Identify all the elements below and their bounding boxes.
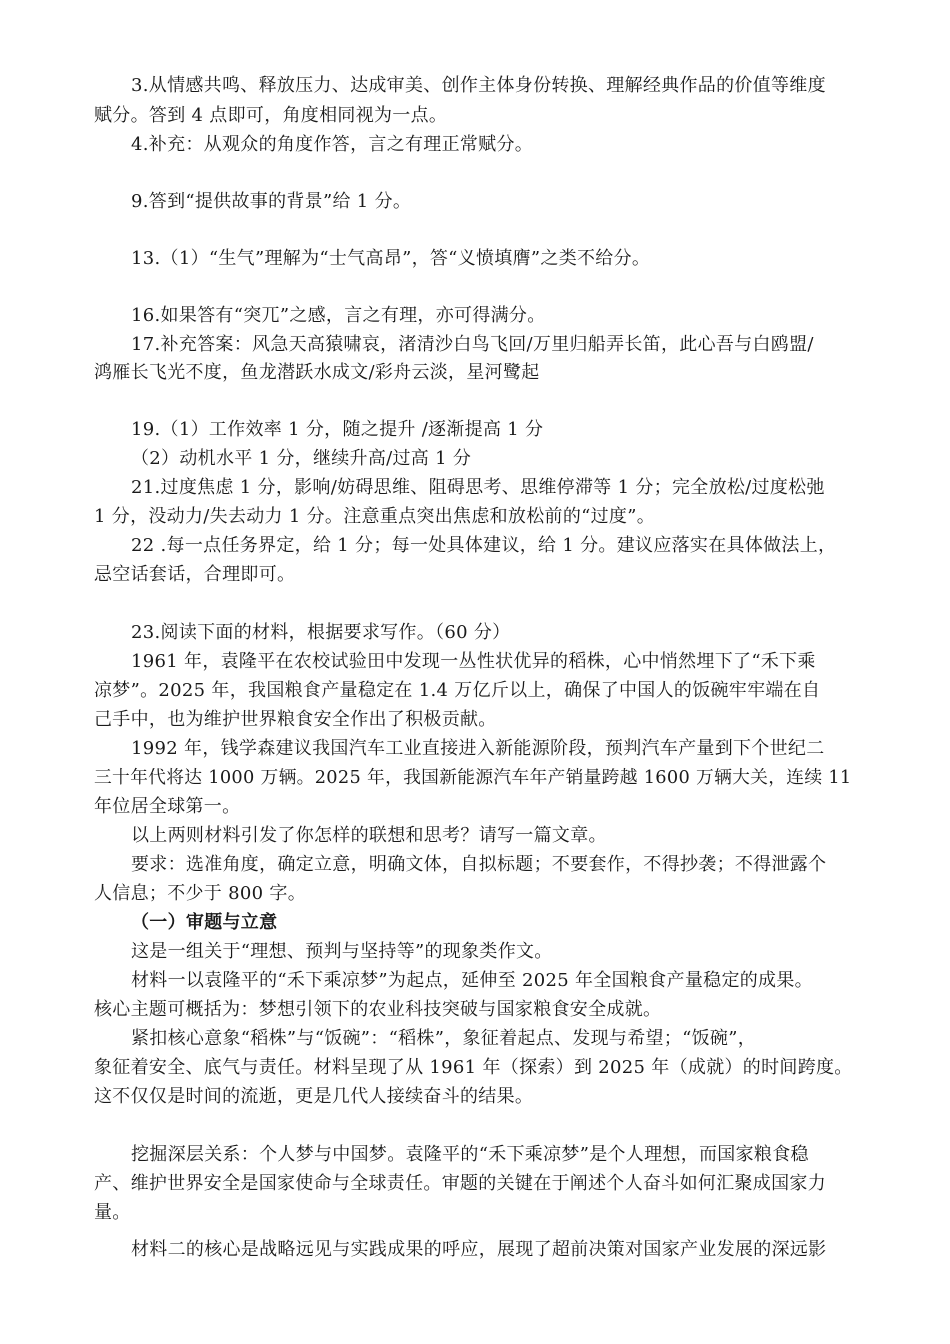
text-line: 挖掘深层关系：个人梦与中国梦。袁隆平的“禾下乘凉梦”是个人理想，而国家粮食稳 bbox=[131, 1144, 809, 1165]
text-line: 忌空话套话，合理即可。 bbox=[94, 564, 296, 585]
text-line: 人信息；不少于 800 字。 bbox=[94, 883, 306, 904]
text-line: 凉梦”。2025 年，我国粮食产量稳定在 1.4 万亿斤以上，确保了中国人的饭碗牢牢端在自 bbox=[94, 680, 821, 701]
text-line: 己手中，也为维护世界粮食安全作出了积极贡献。 bbox=[94, 709, 497, 730]
text-line: 这不仅仅是时间的流逝，更是几代人接续奋斗的结果。 bbox=[94, 1086, 534, 1107]
text-line: 17.补充答案：风急天高猿啸哀，渚清沙白鸟飞回/万里归船弄长笛，此心吾与白鸥盟/ bbox=[131, 334, 814, 355]
text-line: 赋分。答到 4 点即可，角度相同视为一点。 bbox=[94, 105, 448, 126]
text-line: 3.从情感共鸣、释放压力、达成审美、创作主体身份转换、理解经典作品的价值等维度 bbox=[131, 75, 826, 96]
text-line: 要求：选准角度，确定立意，明确文体，自拟标题；不要套作，不得抄袭；不得泄露个 bbox=[131, 854, 827, 875]
text-line: 年位居全球第一。 bbox=[94, 796, 241, 817]
text-line: 22 .每一点任务界定，给 1 分；每一处具体建议，给 1 分。建议应落实在具体做法上， bbox=[131, 535, 837, 556]
text-line: 21.过度焦虑 1 分，影响/妨碍思维、阻碍思考、思维停滞等 1 分；完全放松/过度松弛 bbox=[131, 477, 825, 498]
text-line: 1992 年，钱学森建议我国汽车工业直接进入新能源阶段，预判汽车产量到下个世纪二 bbox=[131, 738, 825, 759]
text-line: 这是一组关于“理想、预判与坚持等”的现象类作文。 bbox=[131, 941, 553, 962]
text-line: 量。 bbox=[94, 1202, 131, 1223]
text-line: 材料二的核心是战略远见与实践成果的呼应，展现了超前决策对国家产业发展的深远影 bbox=[131, 1239, 827, 1260]
text-line: 23.阅读下面的材料，根据要求写作。（60 分） bbox=[131, 622, 511, 643]
text-line: 三十年代将达 1000 万辆。2025 年，我国新能源汽车年产销量跨越 1600 万辆大关，连续 11 bbox=[94, 768, 852, 788]
text-line: 象征着安全、底气与责任。材料呈现了从 1961 年（探索）到 2025 年（成就）的时间跨度。 bbox=[94, 1057, 853, 1078]
text-line: 紧扣核心意象“稻株”与“饭碗”：“稻株”，象征着起点、发现与希望；“饭碗”， bbox=[131, 1028, 757, 1049]
text-line: 9.答到“提供故事的背景”给 1 分。 bbox=[131, 191, 412, 212]
text-line: 4.补充：从观众的角度作答，言之有理正常赋分。 bbox=[131, 134, 534, 155]
text-line: 1961 年，袁隆平在农校试验田中发现一丛性状优异的稻株，心中悄然埋下了“禾下乘 bbox=[131, 651, 816, 672]
text-line: 鸿雁长飞光不度，鱼龙潜跃水成文/彩舟云淡，星河鹭起 bbox=[94, 362, 540, 383]
text-line: 16.如果答有“突兀”之感，言之有理，亦可得满分。 bbox=[131, 305, 546, 326]
text-line: （2）动机水平 1 分，继续升高/过高 1 分 bbox=[131, 448, 472, 469]
text-line: 以上两则材料引发了你怎样的联想和思考？请写一篇文章。 bbox=[131, 825, 607, 846]
text-line: 产、维护世界安全是国家使命与全球责任。审题的关键在于阐述个人奋斗如何汇聚成国家力 bbox=[94, 1173, 826, 1194]
text-line: 19.（1）工作效率 1 分，随之提升 /逐渐提高 1 分 bbox=[131, 419, 544, 440]
text-line: 13.（1）“生气”理解为“士气高昂”，答“义愤填膺”之类不给分。 bbox=[131, 248, 651, 269]
section-heading: （一）审题与立意 bbox=[131, 912, 278, 933]
text-line: 核心主题可概括为：梦想引领下的农业科技突破与国家粮食安全成就。 bbox=[94, 999, 662, 1020]
text-line: 材料一以袁隆平的“禾下乘凉梦”为起点，延伸至 2025 年全国粮食产量稳定的成果。 bbox=[131, 970, 813, 991]
text-line: 1 分，没动力/失去动力 1 分。注意重点突出焦虑和放松前的“过度”。 bbox=[94, 506, 656, 527]
